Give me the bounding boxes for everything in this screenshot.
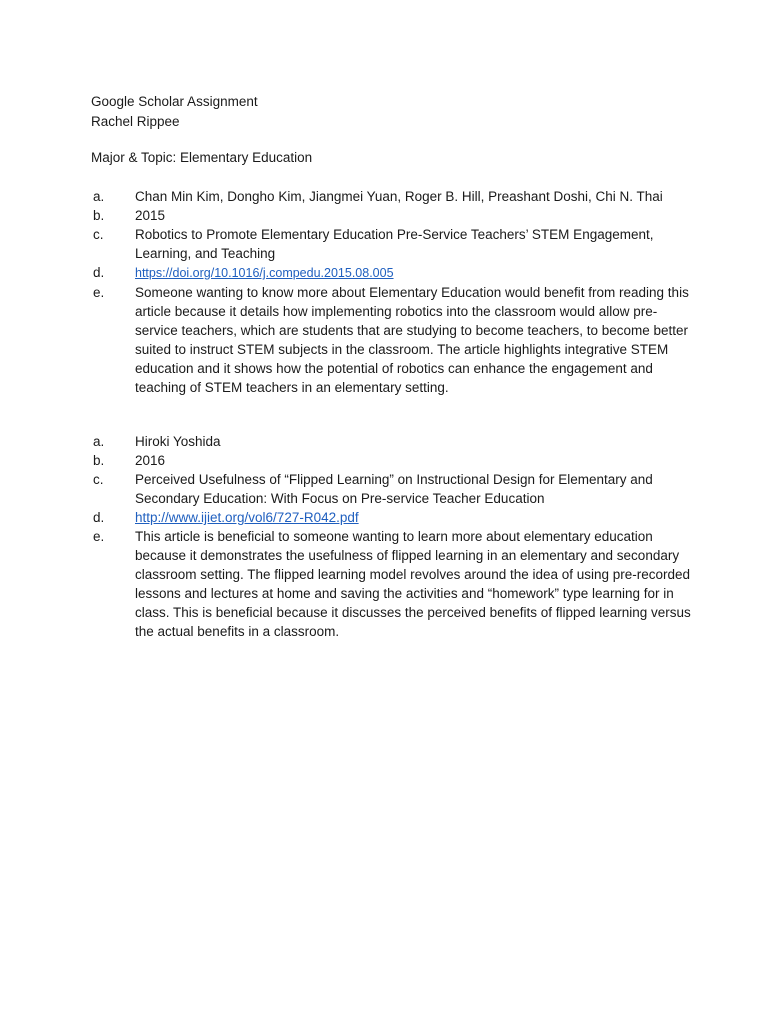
summary-text: This article is beneficial to someone wanting to learn more about elementary education because it demonstrates the usefulness of flipped learning in an elementary and secondary classroom setting. The flipped learning model revolves around the idea of using pre-recorded lessons and lectures at home and saving the activities and “homework” type learning for in class. This is beneficial because it discusses the perceived benefits of flipped learning versus the actual benefits in a classroom. — [135, 529, 691, 639]
citation-entry — [91, 187, 691, 397]
title-text: Perceived Usefulness of “Flipped Learning” on Instructional Design for Elementary and Secondary Education: With Focus on Pre-service Teacher Education — [135, 472, 653, 506]
doi-link[interactable]: https://doi.org/10.1016/j.compedu.2015.08.005 — [135, 266, 394, 280]
list-marker: a. — [93, 189, 105, 204]
year-text: 2016 — [135, 453, 166, 468]
title-text: Robotics to Promote Elementary Education Pre-Service Teachers’ STEM Engagement, Learning, and Teaching — [135, 227, 654, 261]
document-header — [91, 92, 312, 168]
list-marker: d. — [93, 510, 105, 525]
entry-title — [91, 470, 691, 508]
major-topic: Major & Topic: Elementary Education — [91, 150, 313, 165]
list-marker: b. — [93, 453, 105, 468]
list-marker: e. — [93, 529, 105, 544]
entry-year — [91, 451, 691, 470]
entry-summary — [91, 283, 691, 397]
authors-text: Hiroki Yoshida — [135, 434, 221, 449]
assignment-title: Google Scholar Assignment — [91, 94, 258, 109]
list-marker: b. — [93, 208, 105, 223]
list-marker: d. — [93, 265, 105, 280]
authors-text: Chan Min Kim, Dongho Kim, Jiangmei Yuan, Roger B. Hill, Preashant Doshi, Chi N. Thai — [135, 189, 663, 204]
pdf-link[interactable]: http://www.ijiet.org/vol6/727-R042.pdf — [135, 510, 359, 525]
entry-summary — [91, 527, 691, 641]
entry-title — [91, 225, 691, 263]
list-marker: c. — [93, 227, 104, 242]
summary-text: Someone wanting to know more about Elementary Education would benefit from reading this article because it details how implementing robotics into the classroom would allow pre-service teachers, which are students that are studying to become teachers, to become better suited to instruct STEM subjects in the classroom. The article highlights integrative STEM education and it shows how the potential of robotics can enhance the engagement and teaching of STEM teachers in an elementary setting. — [135, 285, 689, 395]
year-text: 2015 — [135, 208, 166, 223]
entry-authors — [91, 432, 691, 451]
list-marker: e. — [93, 285, 105, 300]
entry-year — [91, 206, 691, 225]
citation-entry — [91, 432, 691, 641]
author-name: Rachel Rippee — [91, 114, 180, 129]
entry-authors — [91, 187, 691, 206]
entry-link — [91, 508, 691, 527]
entry-link — [91, 263, 691, 283]
list-marker: a. — [93, 434, 105, 449]
list-marker: c. — [93, 472, 104, 487]
